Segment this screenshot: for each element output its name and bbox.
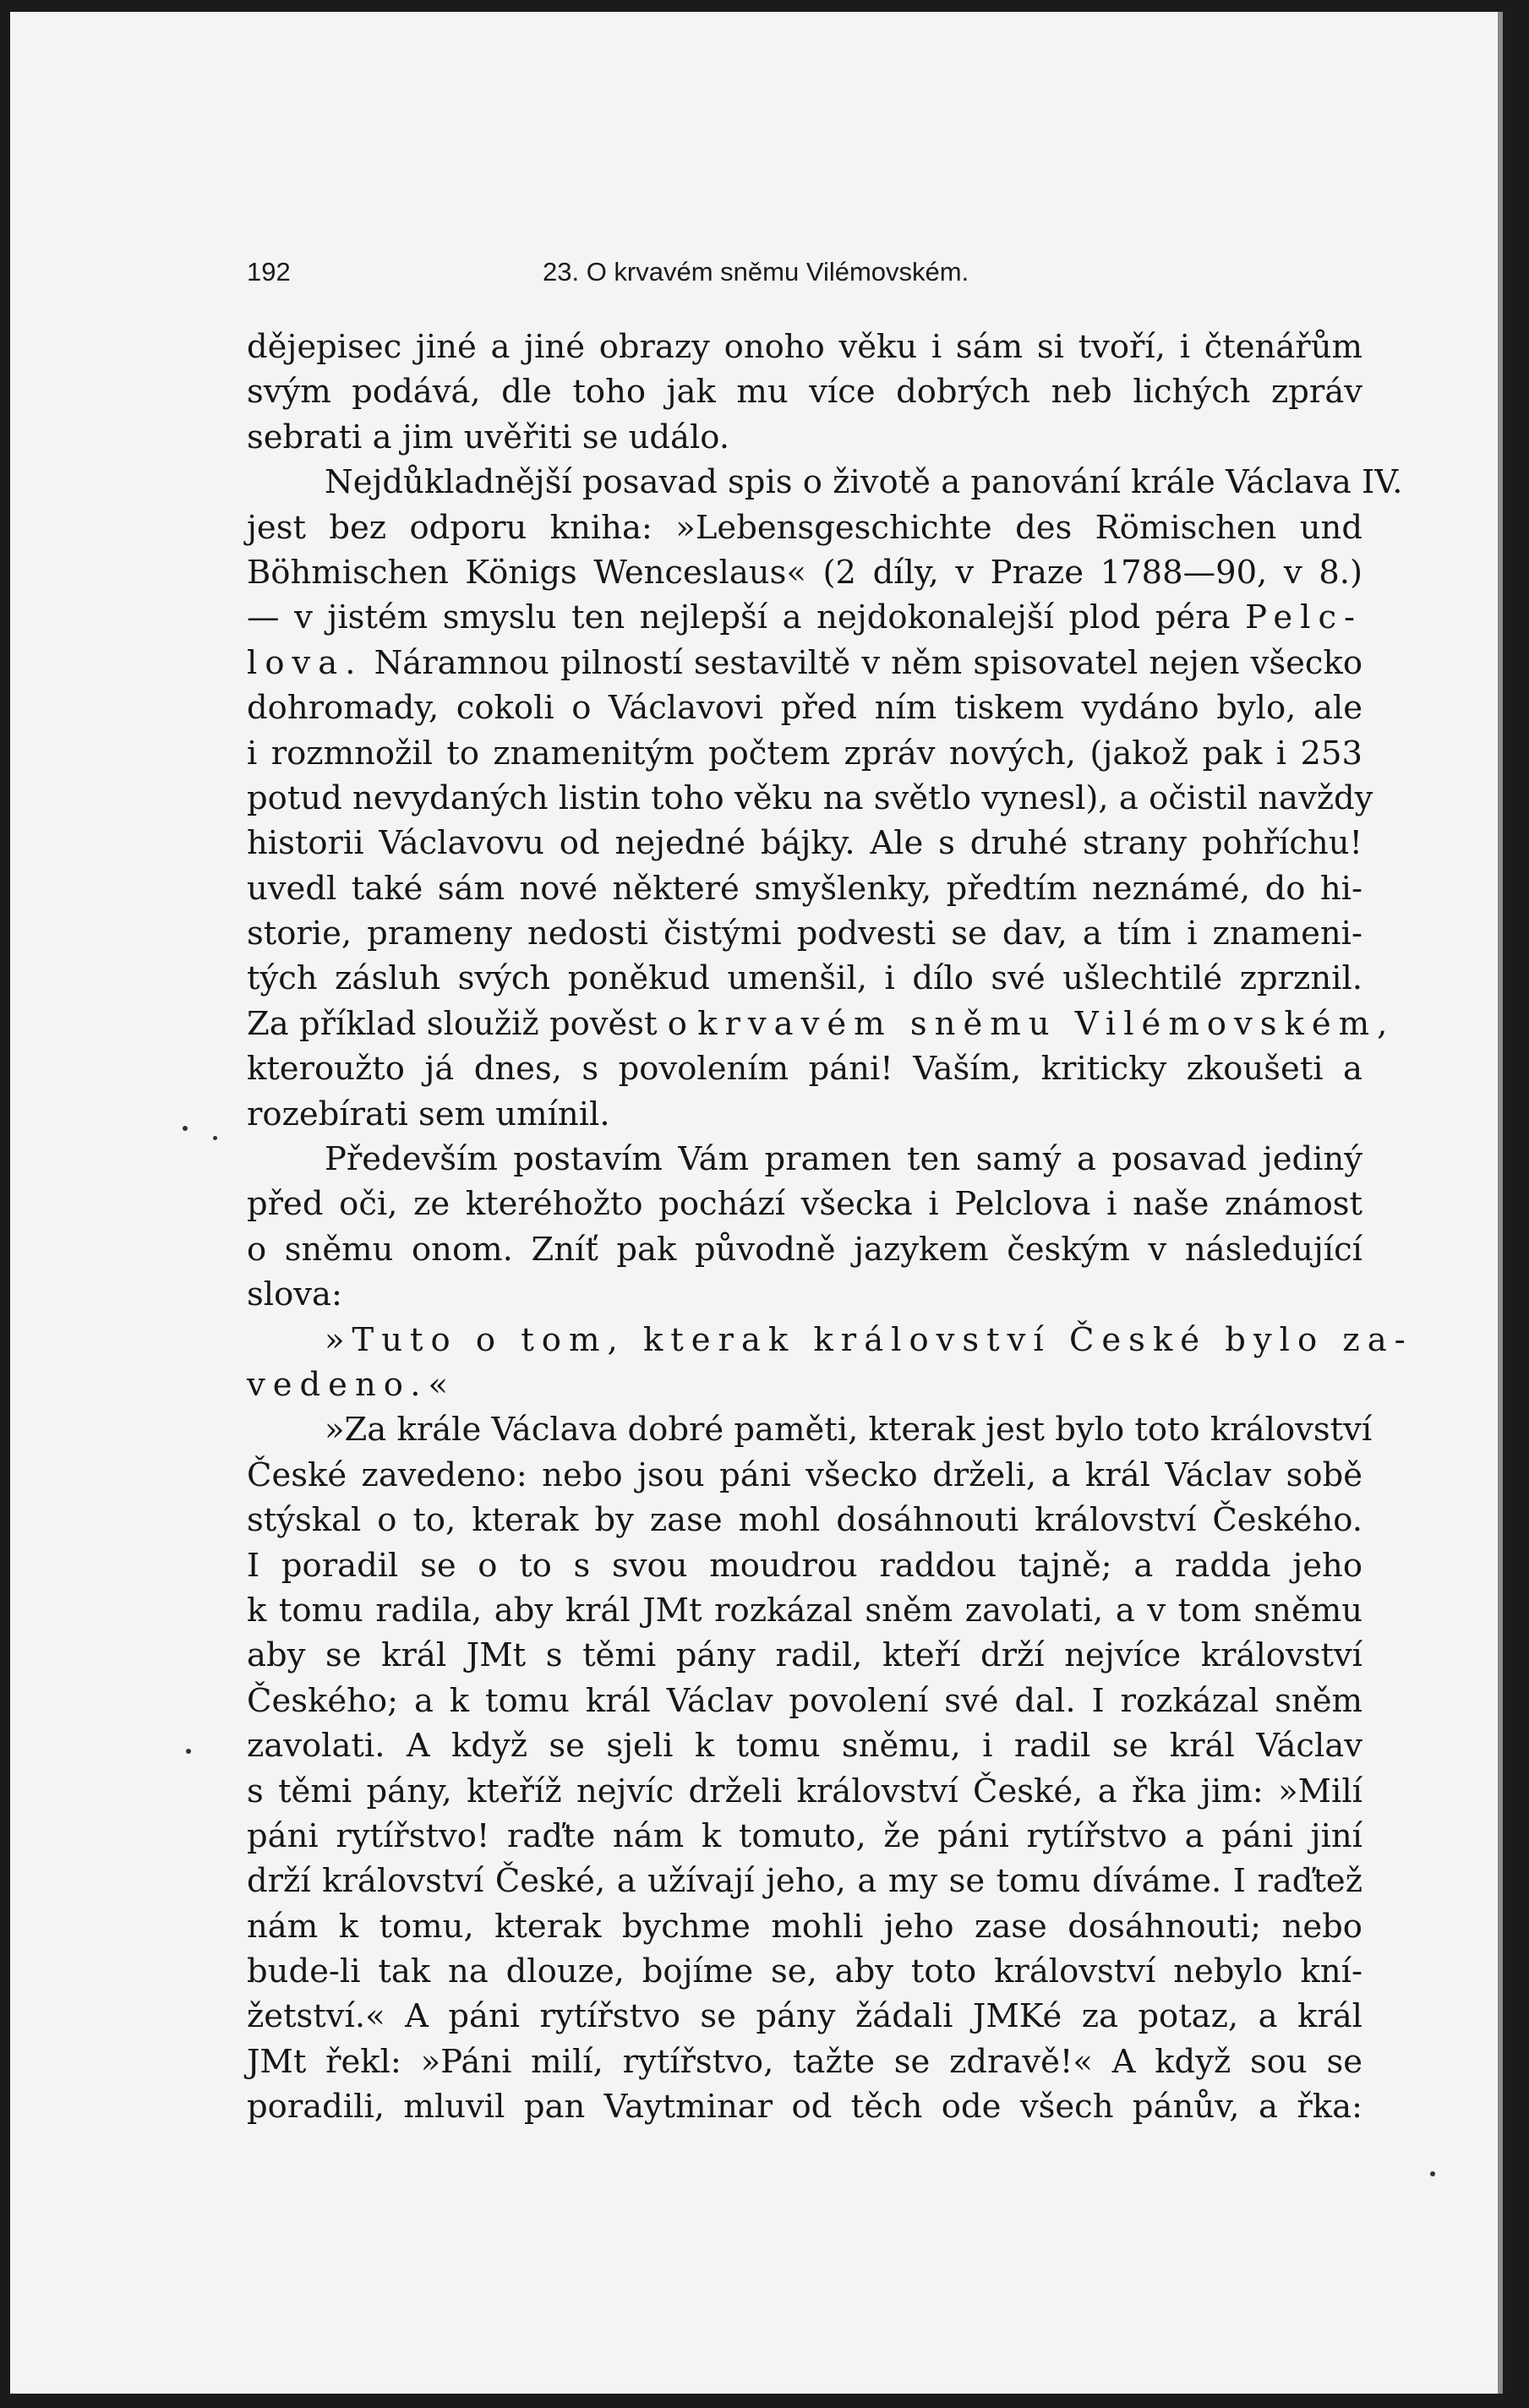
text-line: aby se král JMt s těmi pány radil, kteří drží nejvíce království [247,1636,1362,1675]
text-line: potud nevydaných listin toho věku na světlo vynesl), a očistil navždy [247,778,1373,817]
text-line: s těmi pány, kteříž nejvíc drželi království České, a řka jim: »Milí [247,1772,1362,1810]
text-line: Böhmischen Königs Wenceslaus« (2 díly, v Praze 1788—90, v 8.) [247,553,1362,592]
text-line: JMt řekl: »Páni milí, rytířstvo, tažte se zdravě!« A když sou se [247,2042,1362,2081]
text-line: k tomu radila, aby král JMt rozkázal sněm zavolati, a v tom sněmu [247,1591,1362,1630]
text-line: dějepisec jiné a jiné obrazy onoho věku i sám si tvoří, i čtenářům [247,328,1362,366]
text-line: Nejdůkladnější posavad spis o životě a panování krále Václava IV. [325,463,1403,502]
text-line: historii Václavovu od nejedné bájky. Ale s druhé strany pohříchu! [247,824,1362,863]
quoted-heading: vedeno.« [247,1365,456,1404]
text-line: České zavedeno: nebo jsou páni všecko drželi, a král Václav sobě [247,1455,1362,1494]
print-speck [1430,2171,1435,2176]
book-page [10,12,1503,2394]
page-number: 192 [247,257,291,287]
text-line [247,1002,1395,1046]
print-speck [186,1749,191,1754]
text-line: žetství.« A páni rytířstvo se pány žádali JMKé za potaz, a král [247,1997,1362,2036]
text-line: o sněmu onom. Zníť pak původně jazykem českým v následující [247,1230,1362,1269]
text-line: před oči, ze kteréhožto pochází všecka i Pelclova i naše známost [247,1185,1362,1224]
text-line: bude-li tak na dlouze, bojíme se, aby toto království nebylo kní- [247,1952,1362,1991]
text-line: jest bez odporu kniha: »Lebensgeschichte des Römischen und [247,508,1362,547]
text-line [247,641,1362,685]
text-line: Českého; a k tomu král Václav povolení své dal. I rozkázal sněm [247,1681,1362,1720]
print-speck [183,1126,188,1131]
text-line: storie, prameny nedosti čistými podvesti se dav, a tím i znameni- [247,915,1362,953]
text-fragment: Náramnou pilností sestaviltě v něm spisovatel nejen všecko [374,643,1362,682]
spaced-emphasis: krvavém sněmu Vilémovském, [697,1004,1395,1043]
text-line: uvedl také sám nové některé smyšlenky, předtím neznámé, do hi- [247,869,1362,908]
quoted-heading: »Tuto o tom, kterak království České bylo za- [325,1320,1413,1359]
text-line: tých zásluh svých poněkud umenšil, i dílo své ušlechtilé zprznil. [247,959,1362,998]
text-line: i rozmnožil to znamenitým počtem zpráv nových, (jakož pak i 253 [247,734,1362,773]
spaced-name: lova. [247,643,363,682]
text-line: svým podává, dle toho jak mu více dobrých neb lichých zpráv [247,373,1362,412]
text-line: nám k tomu, kterak bychme mohli jeho zase dosáhnouti; nebo [247,1907,1362,1946]
text-line: I poradil se o to s svou moudrou raddou tajně; a radda jeho [247,1546,1362,1585]
text-line: drží království České, a užívají jeho, a my se tomu díváme. I raďtež [247,1862,1362,1901]
text-line: páni rytířstvo! raďte nám k tomuto, že páni rytířstvo a páni jiní [247,1816,1362,1855]
text-line: poradili, mluvil pan Vaytminar od těch ode všech pánův, a řka: [247,2088,1362,2127]
print-speck [213,1136,217,1140]
text-line: sebrati a jim uvěřiti se událo. [247,418,730,456]
text-line [247,595,1362,640]
text-line: kteroužto já dnes, s povolením páni! Vaším, kriticky zkoušeti a [247,1050,1362,1089]
text-line: slova: [247,1275,342,1314]
text-line: rozebírati sem umínil. [247,1095,610,1133]
running-title: 23. O krvavém sněmu Vilémovském. [543,257,969,287]
body-text [247,325,1413,2130]
text-line: dohromady, cokoli o Václavovi před ním tiskem vydáno bylo, ale [247,689,1362,728]
page-header [247,257,1379,296]
text-line: zavolati. A když se sjeli k tomu sněmu, i radil se král Václav [247,1727,1362,1766]
text-line: »Za krále Václava dobré paměti, kterak jest bylo toto království [325,1411,1373,1450]
text-line: Především postavím Vám pramen ten samý a posavad jediný [325,1140,1362,1179]
text-fragment: — v jistém smyslu ten nejlepší a nejdokonalejší plod péra [247,598,1231,637]
spaced-name: Pelc- [1245,598,1363,637]
text-fragment: Za příklad sloužiž pověst o [247,1004,687,1043]
text-line: stýskal o to, kterak by zase mohl dosáhnouti království Českého. [247,1501,1362,1540]
